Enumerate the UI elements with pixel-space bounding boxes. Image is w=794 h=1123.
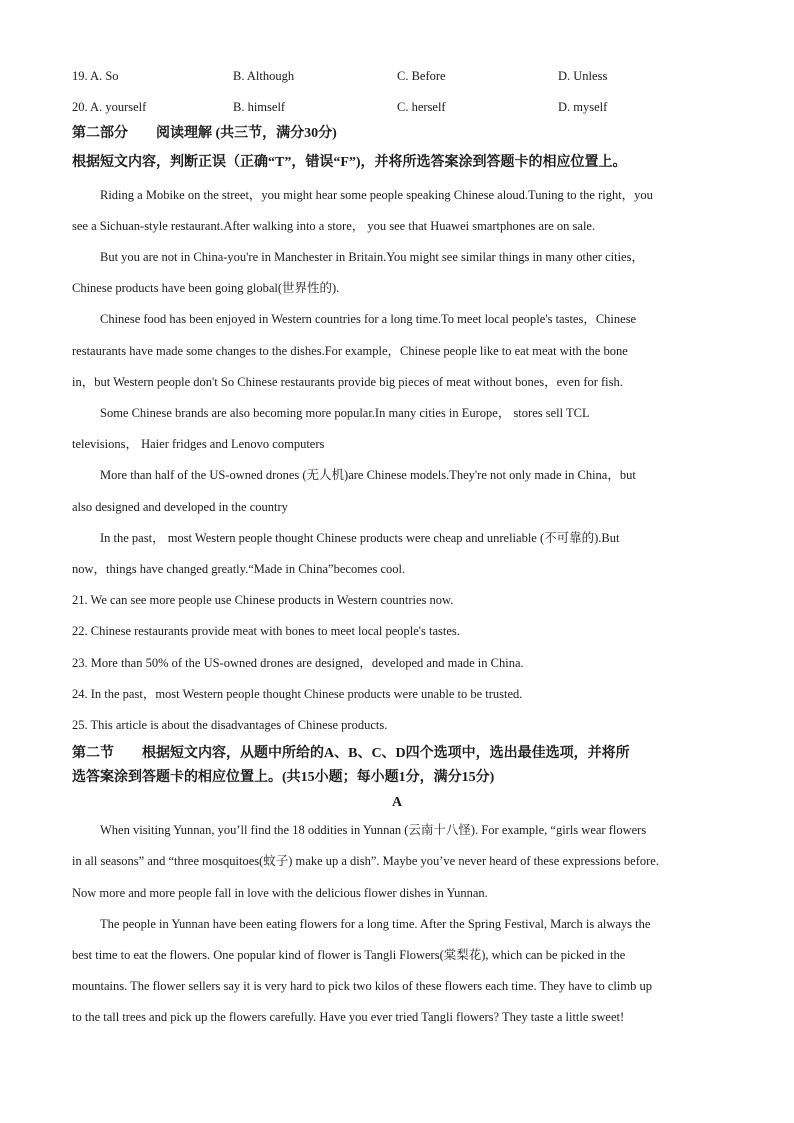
option-a: 19. A. So [72, 69, 119, 83]
passage-line: Chinese products have been going global(世界性的). [72, 281, 340, 295]
option-d: D. myself [558, 100, 608, 114]
statement-24: 24. In the past，most Western people thought Chinese products were unable to be trusted. [72, 687, 523, 701]
option-c: C. herself [397, 100, 446, 114]
passage-line: Riding a Mobike on the street，you might hear some people speaking Chinese aloud.Tuning to the right，you [100, 188, 653, 202]
statement-25: 25. This article is about the disadvantages of Chinese products. [72, 718, 388, 732]
option-b: B. himself [233, 100, 286, 114]
passage-a-line: The people in Yunnan have been eating flowers for a long time. After the Spring Festival, March is always the [100, 917, 651, 931]
passage-line: In the past， most Western people thought Chinese products were cheap and unreliable (不可靠的).But [100, 531, 620, 545]
passage-line: televisions， Haier fridges and Lenovo computers [72, 437, 325, 451]
option-c: C. Before [397, 69, 446, 83]
passage-a-line: When visiting Yunnan, you’ll find the 18 oddities in Yunnan (云南十八怪). For example, “girls wear flowers [100, 823, 647, 837]
part-2-title: 第二部分 阅读理解 (共三节，满分30分) [72, 126, 337, 141]
passage-line: now，things have changed greatly.“Made in China”becomes cool. [72, 562, 406, 576]
option-d: D. Unless [558, 69, 608, 83]
passage-line: But you are not in China-you're in Manchester in Britain.You might see similar things in many other cities， [100, 250, 644, 264]
passage-line: restaurants have made some changes to the dishes.For example，Chinese people like to eat meat with the bone [72, 344, 628, 358]
passage-line: in，but Western people don't So Chinese restaurants provide big pieces of meat without bones，even for fish. [72, 375, 623, 389]
passage-line: More than half of the US-owned drones (无人机)are Chinese models.They're not only made in China，but [100, 468, 636, 482]
option-b: B. Although [233, 69, 295, 83]
section-2-instruction: 选答案涂到答题卡的相应位置上。(共15小题；每小题1分，满分15分) [72, 770, 495, 785]
question-20-options [72, 99, 724, 115]
passage-line: Some Chinese brands are also becoming more popular.In many cities in Europe， stores sell TCL [100, 406, 590, 420]
passage-a-line: mountains. The flower sellers say it is very hard to pick two kilos of these flowers each time. They have to climb up [72, 979, 652, 993]
section-2-instruction: 第二节 根据短文内容，从题中所给的A、B、C、D四个选项中，选出最佳选项，并将所 [72, 746, 630, 761]
passage-a-line: best time to eat the flowers. One popular kind of flower is Tangli Flowers(棠梨花), which can be picked in the [72, 948, 626, 962]
true-false-instruction: 根据短文内容，判断正误（正确“T”，错误“F”)，并将所选答案涂到答题卡的相应位置上。 [72, 155, 627, 170]
statement-22: 22. Chinese restaurants provide meat with bones to meet local people's tastes. [72, 624, 460, 638]
passage-line: see a Sichuan-style restaurant.After walking into a store， you see that Huawei smartphones are on sale. [72, 219, 596, 233]
passage-a-line: Now more and more people fall in love with the delicious flower dishes in Yunnan. [72, 886, 488, 900]
passage-a-line: to the tall trees and pick up the flowers carefully. Have you ever tried Tangli flowers? They taste a little sweet! [72, 1010, 625, 1024]
passage-a-heading: A [391, 795, 403, 810]
option-a: 20. A. yourself [72, 100, 147, 114]
passage-line: Chinese food has been enjoyed in Western countries for a long time.To meet local people's tastes，Chinese [100, 312, 637, 326]
passage-line: also designed and developed in the country [72, 500, 288, 514]
passage-a-line: in all seasons” and “three mosquitoes(蚊子) make up a dish”. Maybe you’ve never heard of these expressions before. [72, 854, 659, 868]
question-19-options [72, 68, 724, 84]
statement-23: 23. More than 50% of the US-owned drones are designed，developed and made in China. [72, 656, 524, 670]
statement-21: 21. We can see more people use Chinese products in Western countries now. [72, 593, 454, 607]
